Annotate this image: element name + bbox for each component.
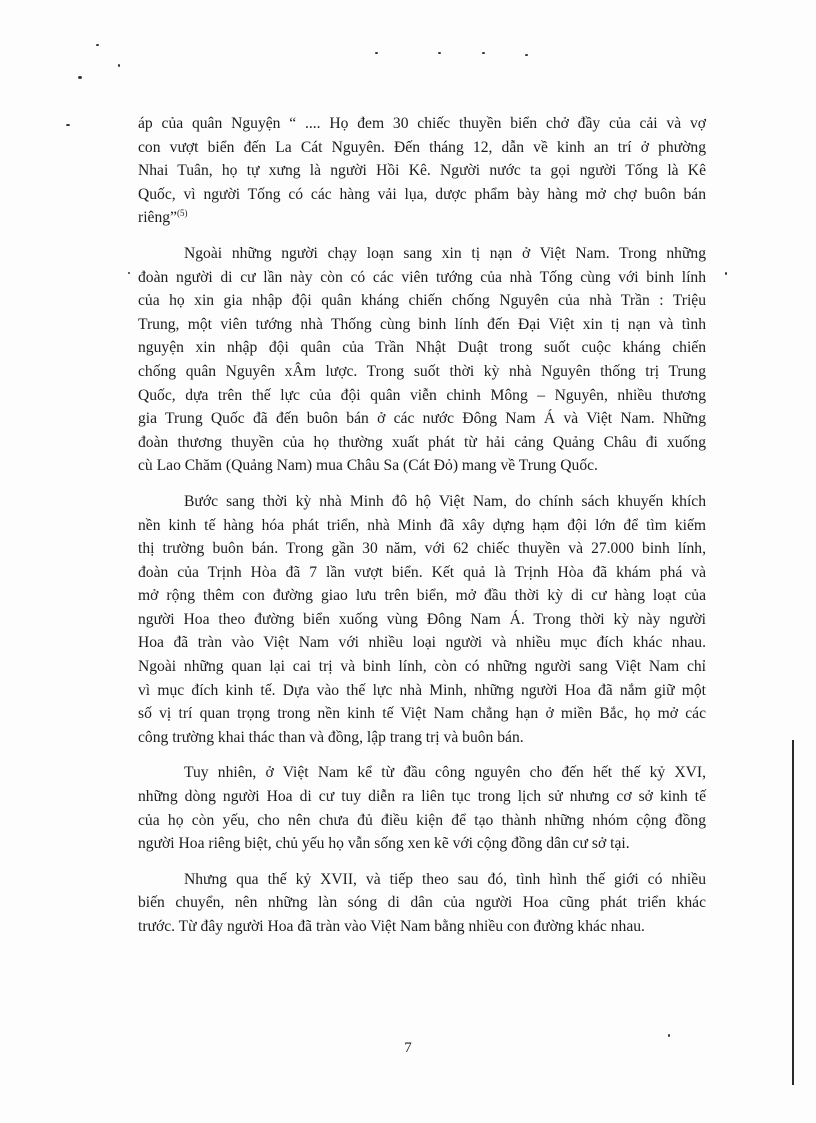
text-line: đoàn thương thuyền của họ thường xuất phát từ hải cảng Quảng Châu đi xuống (138, 433, 706, 451)
text-line: Hoa đã tràn vào Việt Nam với nhiều loại người và nhiều mục đích khác nhau. (138, 634, 706, 652)
text-line: người Hoa theo đường biển xuống vùng Đông Nam Á. Trong thời kỳ này người (138, 610, 706, 628)
text-line: của họ xin gia nhập đội quân kháng chiến chống Nguyên của nhà Trần : Triệu (138, 292, 706, 310)
text-line: thị trường buôn bán. Trong gần 30 năm, với 62 chiếc thuyền và 27.000 binh lính, (138, 540, 706, 558)
paragraph-4 (138, 761, 706, 855)
text-line-last: cù Lao Chăm (Quảng Nam) mua Châu Sa (Cát Đỏ) mang về Trung Quốc. (138, 457, 598, 475)
text-line-last (138, 206, 706, 230)
text-line-last: người Hoa riêng biệt, chủ yếu họ vẫn sống xen kẽ với cộng đồng dân cư sở tại. (138, 835, 630, 853)
text-line: biến chuyển, nên những làn sóng di dân của người Hoa cũng phát triển khác (138, 894, 706, 912)
text-line: con vượt biển đến La Cát Nguyên. Đến tháng 12, dẫn về kinh an trí ở phường (138, 138, 706, 156)
paragraph-2 (138, 242, 706, 478)
scan-speck (118, 64, 120, 67)
text-line: chống quân Nguyên xÂm lược. Trong suốt thời kỳ nhà Nguyên thống trị Trung (138, 362, 706, 380)
scan-margin-line (792, 740, 794, 1085)
text-line-last: công trường khai thác than và đồng, lập trang trị và buôn bán. (138, 728, 524, 746)
text-line: nguyện xin nhập đội quân của Trần Nhật Duật trong suốt cuộc kháng chiến (138, 339, 706, 357)
scan-speck (668, 1034, 670, 1037)
scan-speck (725, 272, 727, 275)
text-line: Ngoài những người chạy loạn sang xin tị nạn ở Việt Nam. Trong những (184, 244, 706, 262)
scan-speck (482, 52, 485, 54)
footnote-marker: (5) (176, 208, 188, 219)
text-line: số vị trí quan trọng trong nền kinh tế Việt Nam chẳng hạn ở miền Bắc, họ mở các (138, 705, 706, 723)
scan-speck (66, 124, 70, 126)
text-line: những dòng người Hoa di cư tuy diễn ra liên tục trong lịch sử nhưng cơ sở kinh tế (138, 788, 706, 806)
body-text (138, 112, 706, 951)
scan-speck (96, 44, 99, 46)
text-line: Ngoài những quan lại cai trị và binh lính, còn có những người sang Việt Nam chỉ (138, 658, 706, 676)
scan-speck (78, 76, 82, 79)
text-line: đoàn của Trịnh Hòa đã 7 lần vượt biển. Kết quả là Trịnh Hòa đã khám phá và (138, 563, 706, 581)
text-line: áp của quân Nguyện “ .... Họ đem 30 chiếc thuyền biển chở đầy của cải và vợ (138, 115, 706, 132)
scan-speck (128, 272, 130, 274)
text-line: Quốc, dựa trên thế lực của đội quân viễn chinh Mông – Nguyên, nhiều thương (138, 386, 706, 404)
text-line: Nhai Tuân, họ tự xưng là người Hồi Kê. Người nước ta gọi người Tống là Kê (138, 162, 706, 180)
text-line: Nhưng qua thế kỷ XVII, và tiếp theo sau đó, tình hình thế giới có nhiều (184, 870, 706, 888)
text-line: gia Trung Quốc đã đến buôn bán ở các nước Đông Nam Á và Việt Nam. Những (138, 410, 706, 428)
text-line: Trung, một viên tướng nhà Thống cùng binh lính đến Đại Việt xin tị nạn và tình (138, 315, 706, 333)
text-line: đoàn người di cư lần này còn có các viên tướng của nhà Tống cùng với binh lính (138, 268, 706, 286)
scan-speck (438, 52, 441, 54)
text-line: mở rộng thêm con đường giao lưu trên biển, mở đầu thời kỳ di cư hàng loạt của (138, 587, 706, 605)
scan-speck (525, 54, 528, 56)
text-line: nền kinh tế hàng hóa phát triển, nhà Minh đã xây dựng hạm đội lớn để tìm kiếm (138, 516, 706, 534)
page-number: 7 (404, 1040, 412, 1056)
paragraph-5 (138, 868, 706, 939)
text-fragment: riêng” (138, 209, 177, 227)
paragraph-3 (138, 490, 706, 750)
text-line: Quốc, vì người Tống có các hàng vải lụa, dược phẩm bày hàng mở chợ buôn bán (138, 185, 706, 203)
text-line-last: trước. Từ đây người Hoa đã tràn vào Việt Nam bằng nhiều con đường khác nhau. (138, 918, 645, 935)
paragraph-1 (138, 112, 706, 230)
text-line: Bước sang thời kỳ nhà Minh đô hộ Việt Nam, do chính sách khuyến khích (184, 492, 706, 510)
scan-speck (375, 52, 378, 54)
text-line: Tuy nhiên, ở Việt Nam kể từ đầu công nguyên cho đến hết thế kỷ XVI, (184, 764, 706, 782)
text-line: của họ còn yếu, cho nên chưa đủ điều kiện để tạo thành những nhóm cộng đồng (138, 811, 706, 829)
text-line: vì mục đích kinh tế. Dựa vào thế lực nhà Minh, những người Hoa đã nắm giữ một (138, 681, 706, 699)
